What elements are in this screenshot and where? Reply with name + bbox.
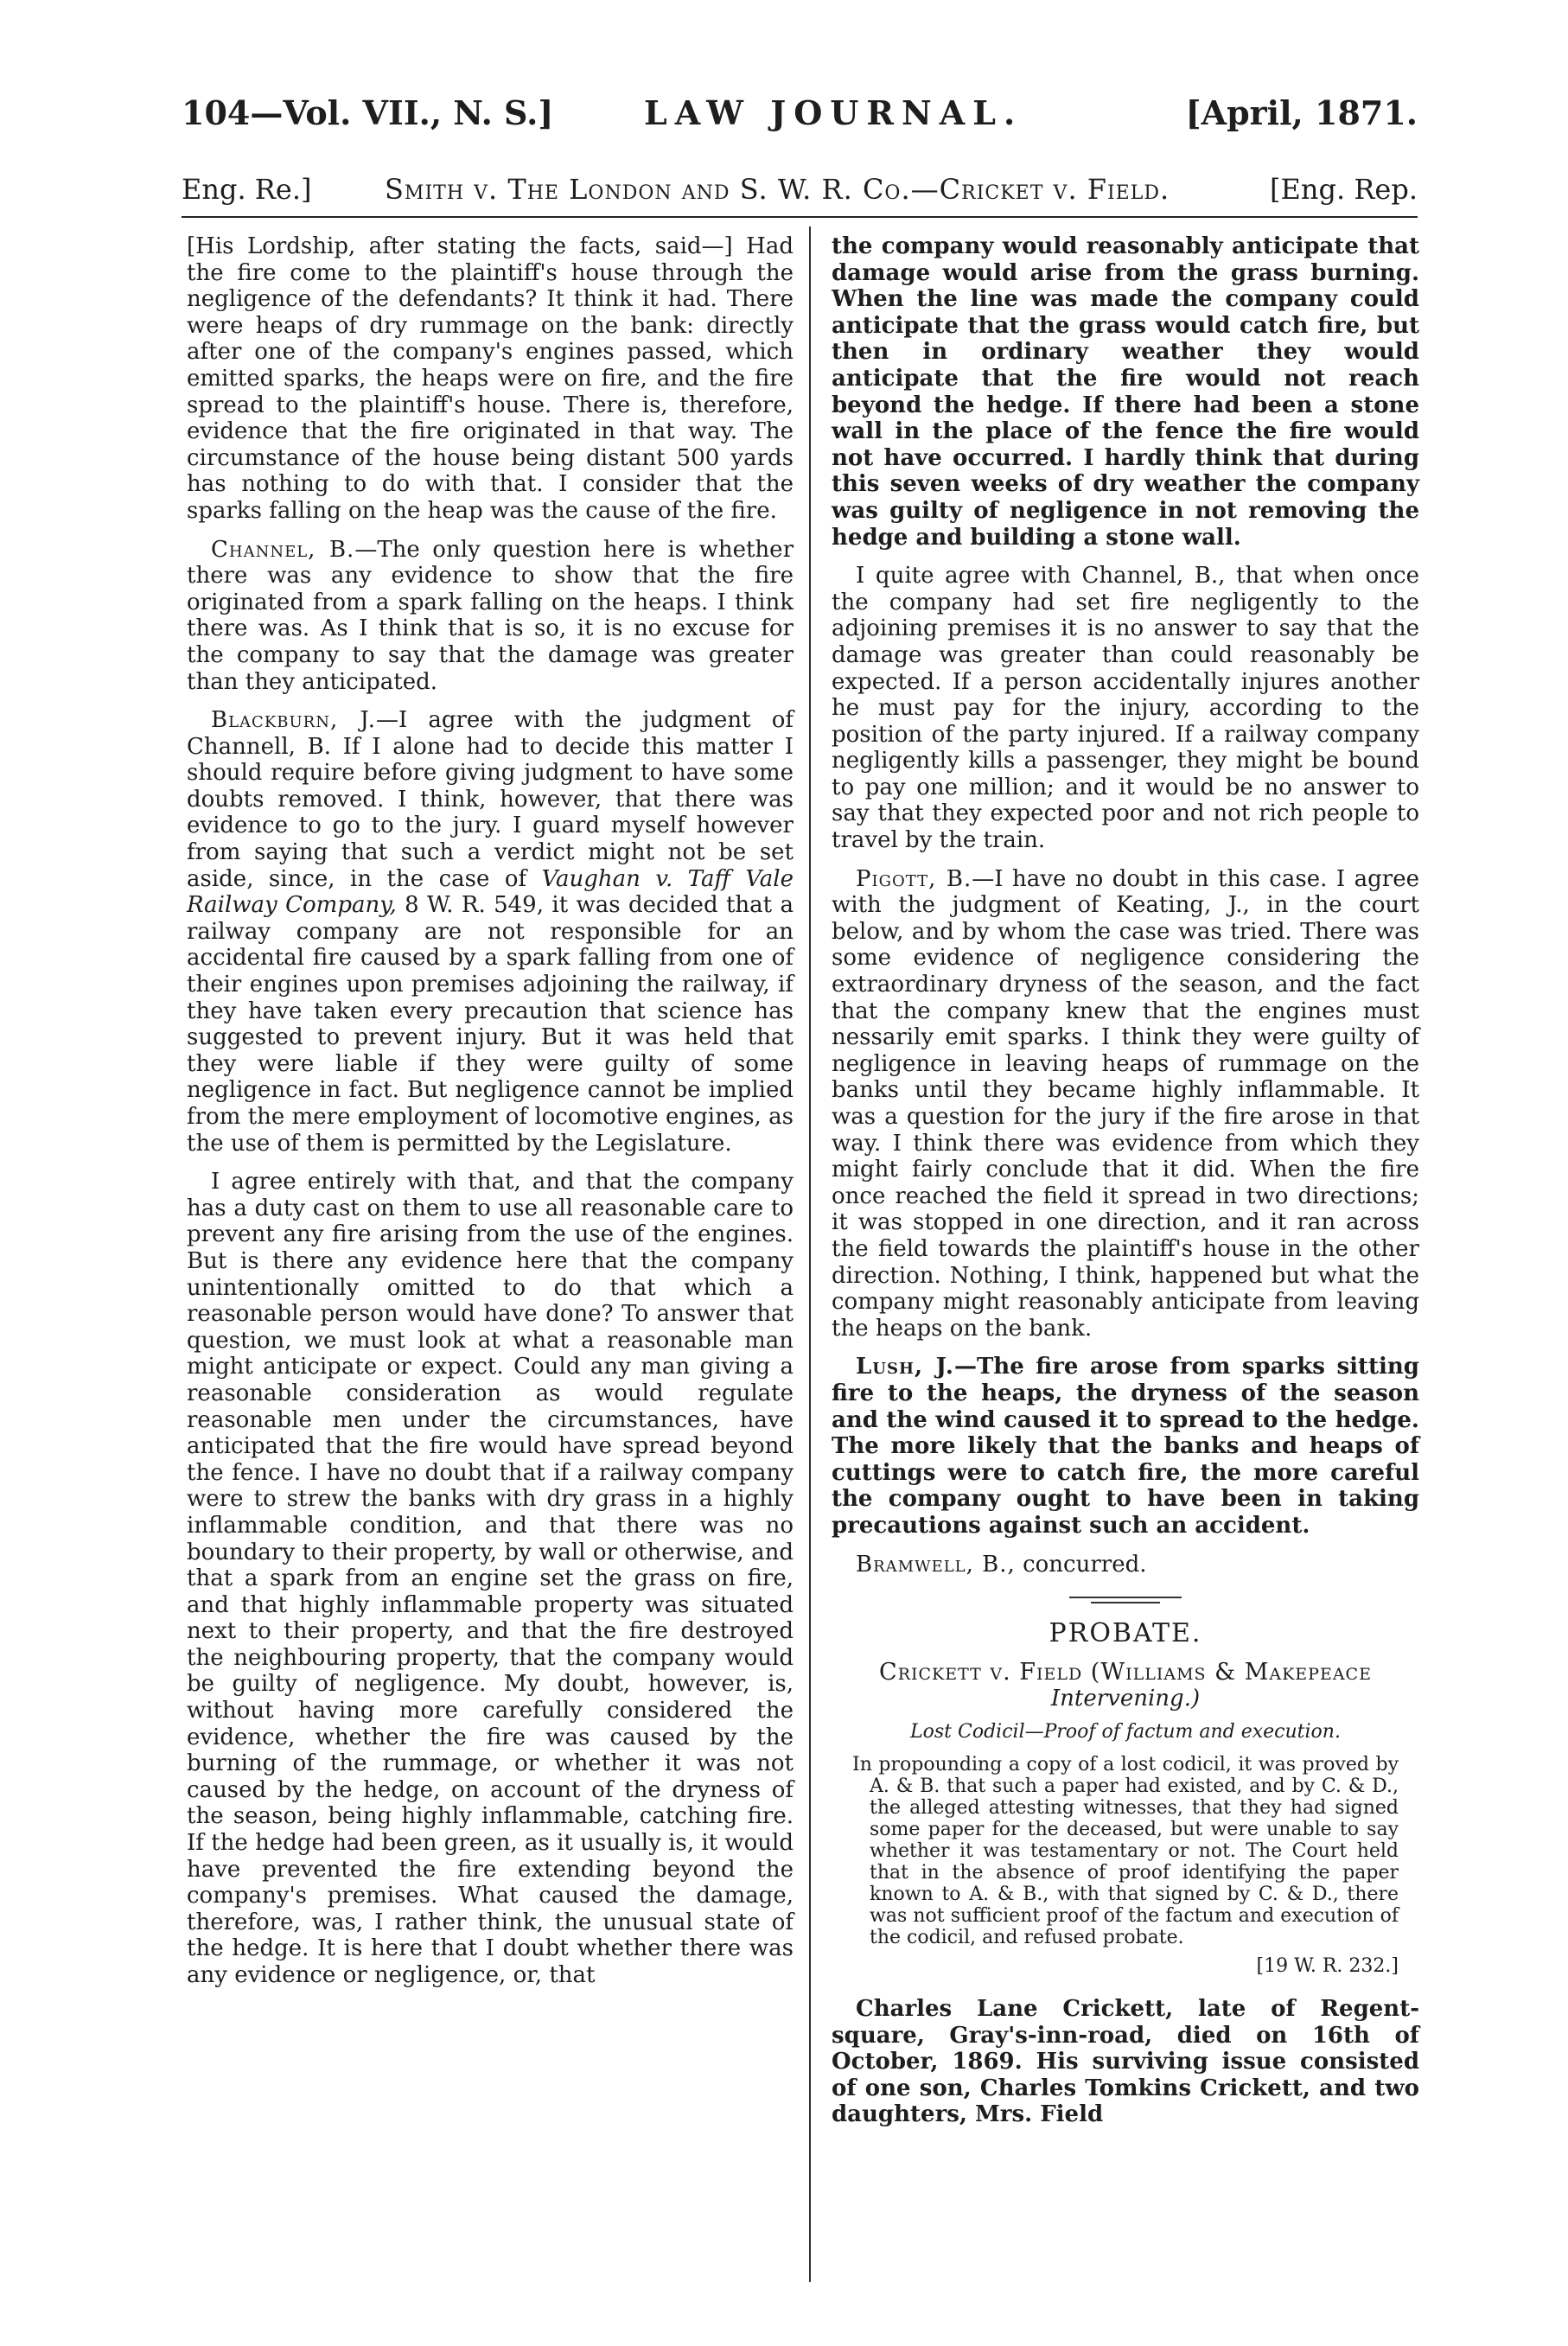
judge-name: Blackburn, J. xyxy=(211,707,376,734)
opinion-paragraph: [His Lordship, after stating the facts, said—] Had the fire come to the plaintiff's house through the negligence of the defendants? It think it had. There were heaps of dry rummage on the bank: directly after one of the company's engines passed, which emitted sparks, the heaps were on fire, and the fire spread to the plaintiff's house. There is, therefore, evidence that the fire originated in that way. The circumstance of the house being distant 500 yards has nothing to do with that. I consider that the sparks falling on the heap was the cause of the fire. xyxy=(187,233,794,524)
opinion-paragraph: the company would reasonably anticipate that damage would arise from the grass burning. When the line was made the company could anticipate that the grass would catch fire, but then in ordinary weather they would anticipate that the fire would not reach beyond the hedge. If there had been a stone wall in the place of the fence the fire would not have occurred. I hardly think that during this seven weeks of dry weather the company was guilty of negligence in not removing the hedge and building a stone wall. xyxy=(832,233,1419,551)
opinion-paragraph: Lush, J.—The fire arose from sparks sitting fire to the heaps, the dryness of the season and the wind caused it to spread to the hedge. The more likely that the banks and heaps of cuttings were to catch fire, the more careful the company ought to have been in taking precautions against such an accident. xyxy=(832,1354,1419,1539)
section-heading: PROBATE. xyxy=(1049,1618,1202,1649)
headnote: In propounding a copy of a lost codicil, it was proved by A. & B. that such a paper had existed, and by C. & D., the alleged attesting witnesses, that they had signed some paper for the deceased, but were unable to say whether it was testamentary or not. The Court held that in the absence of proof identifying the paper known to A. & B., with that signed by C. & D., there was not sufficient proof of the factum and execution of the codicil, and refused probate. xyxy=(852,1754,1399,1949)
volume-label: 104—Vol. VII., N. S.] xyxy=(182,93,554,132)
opinion-paragraph: Bramwell, B., concurred. xyxy=(856,1551,1147,1578)
report-label-right: [Eng. Rep. xyxy=(1270,173,1418,206)
running-header xyxy=(182,93,1418,137)
report-label-left: Eng. Re.] xyxy=(182,173,312,206)
section-ornament xyxy=(832,1597,1419,1603)
opinion-paragraph: Channel, B.—The only question here is whether there was any evidence to show that the fire originated from a spark falling on the heaps. I think there was. As I think that is so, it is no excuse for the company to say that the damage was greater than they anticipated. xyxy=(187,536,794,695)
case-names: Smith v. The London and S. W. R. Co.—Cricket v. Field. xyxy=(385,173,1170,206)
opinion-paragraph: Pigott, B.—I have no doubt in this case. I agree with the judgment of Keating, J., in the court below, and by whom the case was tried. There was some evidence of negligence considering the extraordinary dryness of the season, and the fact that the company knew that the engines must nessarily emit sparks. I think they were guilty of negligence in leaving heaps of rummage on the banks until they became highly inflammable. It was a question for the jury if the fire arose in that way. I think there was evidence from which they might fairly conclude that it did. When the fire once reached the field it spread in two directions; it was stopped in one direction, and it ran across the field towards the plaintiff's house in the other direction. Nothing, I think, happened but what the company might reasonably anticipate from leaving the heaps on the bank. xyxy=(832,865,1419,1342)
judge-name: Lush, J. xyxy=(856,1354,954,1380)
judge-name: Bramwell, B., xyxy=(856,1551,1016,1578)
right-column xyxy=(832,233,1419,2140)
report-citation: [19 W. R. 232.] xyxy=(1256,1955,1399,1978)
opinion-paragraph: I quite agree with Channel, B., that when once the company had set fire negligently to the adjoining premises it is no answer to say that the damage was greater than could reasonably be expected. If a person accidentally injures another he must pay for the injury, according to the position of the party injured. If a railway company negligently kills a passenger, they might be bound to pay one million; and it would be no answer to say that they expected poor and not rich people to travel by the train. xyxy=(832,563,1419,854)
headnote-title: Lost Codicil—Proof of factum and execution. xyxy=(910,1720,1341,1743)
judge-name: Channel, B. xyxy=(211,536,355,563)
column-divider xyxy=(809,226,811,2282)
opinion-paragraph: I agree entirely with that, and that the company has a duty cast on them to use all reasonable care to prevent any fire arising from the use of the engines. But is there any evidence here that the company unintentionally omitted to do that which a reasonable person would have done? To answer that question, we must look at what a reasonable man might anticipate or expect. Could any man giving a reasonable consideration as would regulate reasonable men under the circumstances, have anticipated that the fire would have spread beyond the fence. I have no doubt that if a railway company were to strew the banks with dry grass in a highly inflammable condition, and that there was no boundary to their property, by wall or otherwise, and that a spark from an engine set the grass on fire, and that highly inflammable property was situated next to their property, and that the fire destroyed the neighbouring property, that the company would be guilty of negligence. My doubt, however, is, without having more carefully considered the evidence, whether the fire was caused by the burning of the rummage, or whether it was not caused by the hedge, on account of the dryness of the season, being highly inflammable, catching fire. If the hedge had been green, as it usually is, it would have prevented the fire extending beyond the company's premises. What caused the damage, therefore, was, I rather think, the unusual state of the hedge. It is here that I doubt whether there was any evidence or negligence, or, that xyxy=(187,1169,794,1988)
case-citation: Vaughan v. Taff Vale Railway Company, xyxy=(187,865,794,919)
case-header xyxy=(182,173,1418,213)
journal-title: LAW JOURNAL. xyxy=(644,93,1023,132)
case-title: Crickett v. Field (Williams & Makepeace Intervening.) xyxy=(879,1658,1372,1712)
judge-name: Pigott, B. xyxy=(856,865,972,892)
opinion-paragraph: Charles Lane Crickett, late of Regent-square, Gray's-inn-road, died on 16th of October, 1869. His surviving issue consisted of one son, Charles Tomkins Crickett, and two daughters, Mrs. Field xyxy=(832,1996,1419,2128)
left-column xyxy=(187,233,794,2001)
header-rule xyxy=(182,216,1418,218)
opinion-paragraph: Blackburn, J.—I agree with the judgment of Channell, B. If I alone had to decide this matter I should require before giving judgment to have some doubts removed. I think, however, that there was evidence to go to the jury. I guard myself however from saying that such a verdict might not be set aside, since, in the case of Vaughan v. Taff Vale Railway Company, 8 W. R. 549, it was decided that a railway company are not responsible for an accidental fire caused by a spark falling from one of their engines upon premises adjoining the railway, if they have taken every precaution that science has suggested to prevent injury. But it was held that they were liable if they were guilty of some negligence in fact. But negligence cannot be implied from the mere employment of locomotive engines, as the use of them is permitted by the Legislature. xyxy=(187,707,794,1157)
issue-date: [April, 1871. xyxy=(1185,93,1418,132)
